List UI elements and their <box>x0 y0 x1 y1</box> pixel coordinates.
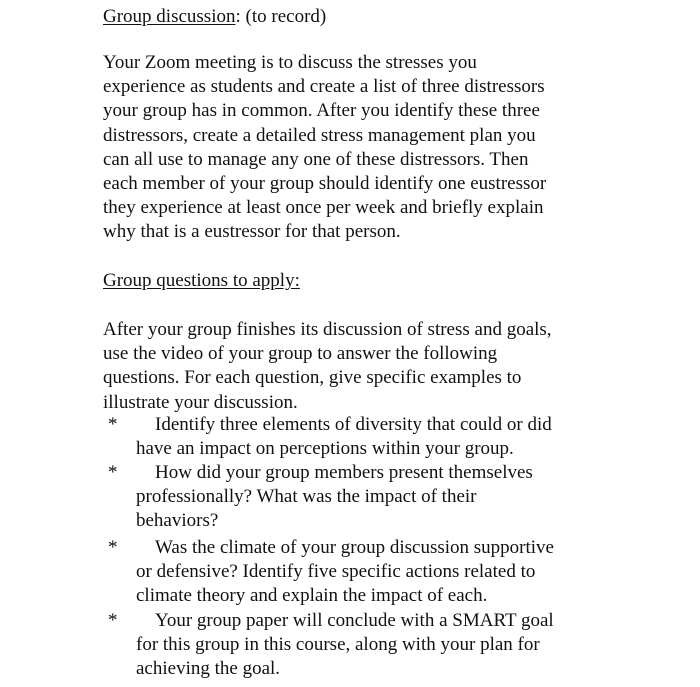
question-line: behaviors? <box>136 510 219 532</box>
paragraph-line: After your group finishes its discussion of stress and goals, <box>103 319 552 340</box>
paragraph-line: can all use to manage any one of these distressors. Then <box>103 148 529 170</box>
question-line: have an impact on perceptions within your group. <box>136 438 514 459</box>
paragraph-line: use the video of your group to answer the following <box>103 343 498 365</box>
bullet-marker: * <box>108 537 118 558</box>
question-line: climate theory and explain the impact of each. <box>136 585 488 606</box>
section-heading-group-questions: Group questions to apply: <box>103 270 300 291</box>
question-line: or defensive? Identify five specific actions related to <box>136 561 536 582</box>
section-heading-group-discussion <box>103 5 326 29</box>
paragraph-line: they experience at least once per week and briefly explain <box>103 197 544 219</box>
question-line: Identify three elements of diversity that could or did <box>155 414 552 435</box>
paragraph-line: experience as students and create a list of three distressors <box>103 76 545 98</box>
paragraph-line: your group has in common. After you identify these three <box>103 100 540 122</box>
paragraph-line: why that is a eustressor for that person. <box>103 221 401 243</box>
question-line: professionally? What was the impact of their <box>136 486 477 508</box>
question-line: How did your group members present themselves <box>155 462 533 484</box>
bullet-marker: * <box>108 414 118 435</box>
paragraph-line: each member of your group should identify one eustressor <box>103 173 547 194</box>
question-line: Your group paper will conclude with a SMART goal <box>155 609 554 631</box>
bullet-marker: * <box>108 609 118 631</box>
paragraph-line: illustrate your discussion. <box>103 391 298 413</box>
question-line: Was the climate of your group discussion supportive <box>155 537 554 558</box>
bullet-marker: * <box>108 462 118 484</box>
paragraph-line: questions. For each question, give specific examples to <box>103 367 522 389</box>
heading-suffix: : (to record) <box>235 6 327 27</box>
question-line: for this group in this course, along with your plan for <box>136 633 540 655</box>
heading-title: Group discussion <box>103 6 236 27</box>
paragraph-line: Your Zoom meeting is to discuss the stresses you <box>103 52 477 73</box>
question-line: achieving the goal. <box>136 657 281 679</box>
paragraph-line: distressors, create a detailed stress management plan you <box>103 124 536 146</box>
